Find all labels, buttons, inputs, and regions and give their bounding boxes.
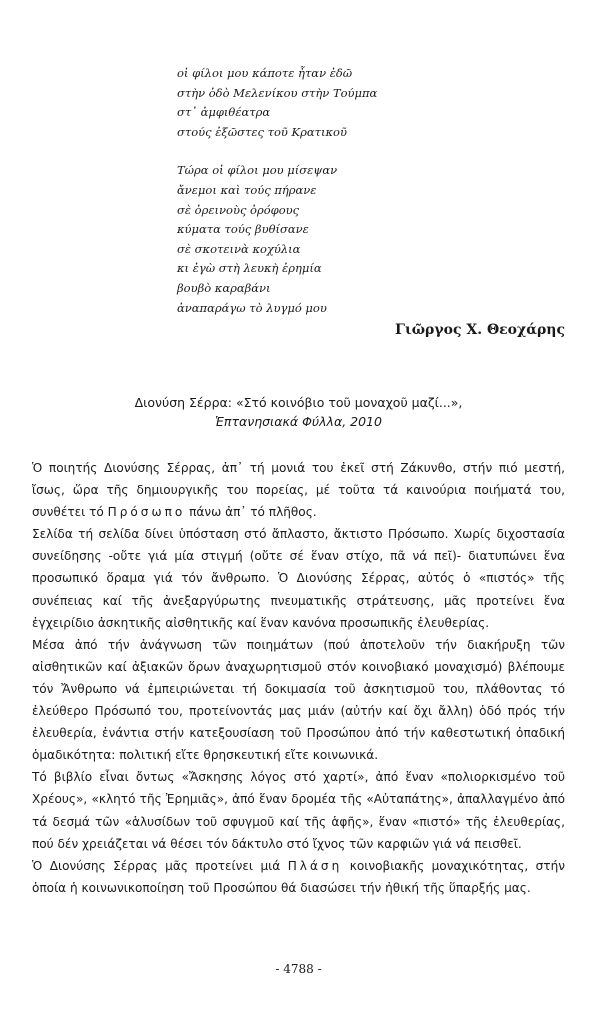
- citation-title: Διονύση Σέρρα: «Στό κοινόβιο τοῦ μοναχοῦ μαζί...»,: [134, 395, 463, 410]
- paragraph: Μέσα ἀπό τήν ἀνάγνωση τῶν ποιημάτων (πού ἀποτελοῦν τήν διακήρυξη τῶν αἰσθητικῶν καί ἀξιακῶν ὅρων ἀναχωρητισμοῦ στόν κοινοβιακό μοναχισμό) βλέπουμε τόν Ἄνθρωπο νά ἐμπειριώνεται τή δοκιμασία τοῦ ἀσκητισμοῦ του, πλάθοντας τό ἐλεύθερο Πρόσωπό του, προτείνοντάς μας μιάν (αὐτήν καί ὄχι ἄλλη) ὁδό πρός τήν ἐλευθερία, ἐνάντια στήν κατεξουσίαση τοῦ Προσώπου ἀπό τήν καθεστωτική ὀπαδική ὁμαδικότητα: πολιτική εἴτε θρησκευτική εἴτε κοινωνικά.: [32, 637, 565, 763]
- poem-line: στ᾿ ἀμφιθέατρα: [177, 105, 271, 120]
- paragraph: [32, 457, 565, 523]
- poem-stanza-2: [177, 161, 477, 318]
- poem-line: στούς ἐξῶστες τοῦ Κρατικοῦ: [177, 124, 347, 139]
- spaced-word: Πλάση: [287, 858, 343, 873]
- poem-line: κι ἐγὼ στὴ λευκὴ ἐρημία: [177, 261, 322, 276]
- review-body: [32, 457, 565, 899]
- poem-line: βουβὸ καραβάνι: [177, 280, 271, 295]
- stanza-break: [177, 142, 477, 161]
- paragraph: Τό βιβλίο εἶναι ὄντως «Ἄσκησης λόγος στό χαρτί», ἀπό ἕναν «πολιορκισμένο τοῦ Χρέους», «κλητό τῆς Ἐρημιᾶς», ἀπό ἕναν δρομέα τῆς «Αὐταπάτης», ἀπαλλαγμένο ἀπό τά δεσμά τῶν «ἁλυσίδων τοῦ σφυγμοῦ καί τῆς ἁφῆς», ἕναν «πιστό» τῆς ἐλευθερίας, πού δέν χρειάζεται νά θέσει τόν δάκτυλο στό ἴχνος τῶν καρφιῶν γιά νά πεισθεῖ.: [32, 770, 565, 851]
- poem-stanza-1: [177, 64, 477, 142]
- poem: [177, 64, 477, 318]
- poem-line: σὲ σκοτεινὰ κοχύλια: [177, 241, 301, 256]
- spaced-word: Πρόσωπο: [107, 505, 186, 520]
- poem-author: Γιῶργος Χ. Θεοχάρης: [395, 322, 565, 338]
- poem-line: στὴν ὁδὸ Μελενίκου στὴν Τούμπα: [177, 85, 378, 100]
- poem-line: οἱ φίλοι μου κάποτε ἦταν ἐδῶ: [177, 66, 353, 80]
- poem-line: κύματα τούς βυθίσανε: [177, 222, 309, 237]
- paragraph: [32, 855, 565, 899]
- citation-journal: Ἑπτανησιακά Φύλλα, 2010: [215, 414, 382, 429]
- paragraph-text: κοινοβιακῆς μοναχικότητας, στήν ὁποία ἡ κοινωνικοποίηση τοῦ Προσώπου θά διασώσει τήν ἠθική τῆς ὕπαρξής μας.: [32, 858, 566, 895]
- poem-line: ἄνεμοι καὶ τούς πήρανε: [177, 182, 317, 197]
- poem-line: ἀναπαράγω τὸ λυγμό μου: [177, 300, 327, 315]
- page-number: - 4788 -: [275, 962, 322, 976]
- poem-line: Τώρα οἱ φίλοι μου μίσεψαν: [177, 163, 338, 178]
- paragraph: Σελίδα τή σελίδα δίνει ὑπόσταση στό ἄπλαστο, ἄκτιστο Πρόσωπο. Χωρίς διχοστασία συνείδησης -οὔτε γιά μία στιγμή (οὔτε σέ ἕναν στίχο, πᾶ νά πεῖ)- διατυπώνει ἕνα προσωπικό ὅραμα γιά τόν ἄνθρωπο. Ὁ Διονύσης Σέρρας, αὐτός ὁ «πιστός» τῆς συνέπειας καί τῆς ἀνεξαργύρωτης πνευματικῆς στράτευσης, μᾶς προτείνει ἕνα ἐγχειρίδιο ἀσκητικῆς αἰσθητικῆς καί ἕναν κανόνα προσωπικῆς ἐλευθερίας.: [32, 527, 565, 630]
- paragraph-text: Ὁ ποιητής Διονύσης Σέρρας, ἀπ᾿ τή μονιά του ἐκεῖ στή Ζάκυνθο, στήν πιό μεστή, ἴσως, ὥρα τῆς δημιουργικῆς του πορείας, μέ τοῦτα τά καινούρια ποιήματά του, συνθέτει τό: [32, 461, 565, 520]
- paragraph-text: πάνω ἀπ᾿ τό πλῆθος.: [185, 505, 317, 520]
- poem-line: σὲ ὀρεινοὺς ὀρόφους: [177, 202, 300, 217]
- paragraph-text: Ὁ Διονύσης Σέρρας μᾶς προτείνει μιά: [32, 858, 288, 873]
- review-citation: [0, 393, 597, 431]
